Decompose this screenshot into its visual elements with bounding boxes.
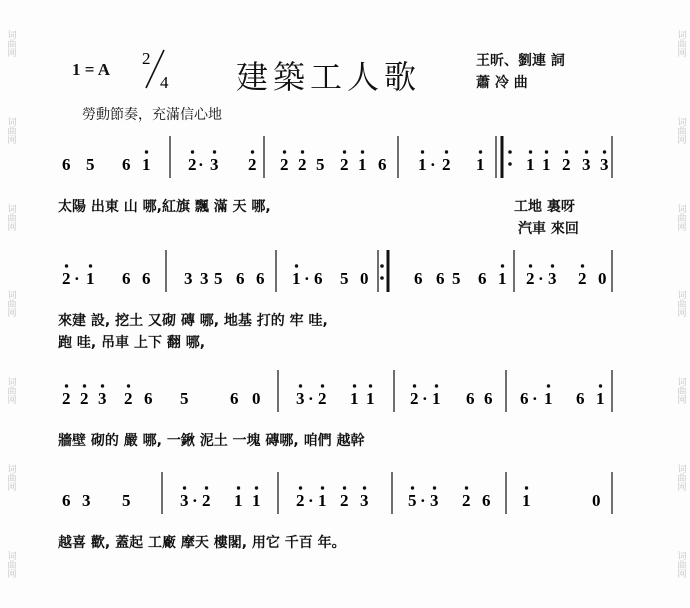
note: ·	[430, 155, 436, 174]
octave-dot	[127, 384, 130, 387]
octave-dot	[101, 384, 104, 387]
note: ·	[304, 269, 310, 288]
octave-dot	[237, 486, 240, 489]
note: 2	[442, 155, 451, 174]
note: 1	[418, 155, 427, 174]
song-title: 建築工人歌	[236, 58, 422, 96]
note: 6	[576, 389, 585, 408]
note: 6	[122, 155, 131, 174]
note: 3	[430, 491, 439, 510]
note: 5	[452, 269, 461, 288]
octave-dot	[65, 384, 68, 387]
octave-dot	[251, 150, 254, 153]
note: 6	[144, 389, 153, 408]
note: 6	[230, 389, 239, 408]
octave-dot	[89, 264, 92, 267]
note: 3	[360, 491, 369, 510]
octave-dot	[205, 486, 208, 489]
note: 1	[366, 389, 375, 408]
note: 0	[598, 269, 607, 288]
watermark-text: 词曲网	[5, 29, 16, 57]
note: 1	[252, 491, 261, 510]
note: 5	[214, 269, 223, 288]
note: 2	[340, 155, 349, 174]
octave-dot	[445, 150, 448, 153]
note: ·	[308, 491, 314, 510]
note: 1	[544, 389, 553, 408]
lyric-line: 越喜 歡, 蓋起 工廠 摩天 樓閣, 用它 千百 年。	[58, 535, 346, 551]
note: 6	[482, 491, 491, 510]
note: 1	[432, 389, 441, 408]
note: 6	[436, 269, 445, 288]
note: 2	[124, 389, 133, 408]
note: 6	[122, 269, 131, 288]
note: 1	[350, 389, 359, 408]
note: 5	[408, 491, 417, 510]
note: 2	[462, 491, 471, 510]
octave-dot	[321, 486, 324, 489]
octave-dot	[321, 384, 324, 387]
note: 2	[62, 269, 71, 288]
octave-dot	[353, 384, 356, 387]
note: 6	[520, 389, 529, 408]
note: ·	[198, 155, 204, 174]
note: 2	[578, 269, 587, 288]
octave-dot	[435, 384, 438, 387]
repeat-dot	[508, 150, 512, 154]
octave-dot	[343, 486, 346, 489]
note: 6	[378, 155, 387, 174]
octave-dot	[479, 150, 482, 153]
note: 1	[142, 155, 151, 174]
octave-dot	[565, 150, 568, 153]
octave-dot	[525, 486, 528, 489]
octave-dot	[191, 150, 194, 153]
note: 2	[340, 491, 349, 510]
octave-dot	[369, 384, 372, 387]
note: 6	[236, 269, 245, 288]
octave-dot	[585, 150, 588, 153]
repeat-dot	[380, 276, 384, 280]
note: 2	[280, 155, 289, 174]
octave-dot	[551, 264, 554, 267]
note: 0	[360, 269, 369, 288]
note: 2	[318, 389, 327, 408]
octave-dot	[529, 150, 532, 153]
note: 1	[358, 155, 367, 174]
watermark-text: 词曲网	[5, 116, 16, 144]
note: 5	[122, 491, 131, 510]
note: 2	[202, 491, 211, 510]
note: 1	[596, 389, 605, 408]
watermark-text: 词曲网	[675, 290, 686, 318]
octave-dot	[545, 150, 548, 153]
note: 1	[498, 269, 507, 288]
lyric-line: 來建 設, 挖土 又砌 磚 哪, 地基 打的 牢 哇,	[58, 313, 328, 329]
lyric-line: 牆壁 砌的 嚴 哪, 一鍬 泥土 一塊 磚哪, 咱們 越幹	[58, 433, 365, 449]
note: 3	[82, 491, 91, 510]
watermark-text: 词曲网	[5, 290, 16, 318]
key-signature: 1 = A	[72, 60, 111, 79]
note: 3	[582, 155, 591, 174]
note: 1	[526, 155, 535, 174]
watermark-text: 词曲网	[5, 464, 16, 492]
octave-dot	[299, 486, 302, 489]
watermark-text: 词曲网	[675, 377, 686, 405]
note: 2	[248, 155, 257, 174]
watermark-text: 词曲网	[675, 203, 686, 231]
octave-dot	[547, 384, 550, 387]
note: 5	[180, 389, 189, 408]
octave-dot	[299, 384, 302, 387]
watermark-text: 词曲网	[5, 377, 16, 405]
note: 1	[318, 491, 327, 510]
octave-dot	[411, 486, 414, 489]
note: 2	[298, 155, 307, 174]
octave-dot	[413, 384, 416, 387]
meter-top: 2	[142, 49, 151, 68]
note: 3	[600, 155, 609, 174]
lyricist-credit: 王昕、劉連 詞	[476, 53, 565, 69]
lyric-line: 工地 裏呀	[514, 199, 575, 215]
note: ·	[308, 389, 314, 408]
octave-dot	[603, 150, 606, 153]
note: ·	[192, 491, 198, 510]
note: 6	[62, 491, 71, 510]
composer-credit: 蕭 冷 曲	[476, 75, 528, 91]
note: 3	[296, 389, 305, 408]
note: 3	[184, 269, 193, 288]
octave-dot	[213, 150, 216, 153]
watermark-text: 词曲网	[675, 464, 686, 492]
octave-dot	[363, 486, 366, 489]
octave-dot	[421, 150, 424, 153]
note: 1	[292, 269, 301, 288]
octave-dot	[581, 264, 584, 267]
note: ·	[538, 269, 544, 288]
watermark-text: 词曲网	[5, 203, 16, 231]
note: 2	[562, 155, 571, 174]
note: ·	[422, 389, 428, 408]
note: 1	[542, 155, 551, 174]
note: 5	[86, 155, 95, 174]
octave-dot	[599, 384, 602, 387]
repeat-dot	[380, 264, 384, 268]
note: 0	[252, 389, 261, 408]
note: 6	[466, 389, 475, 408]
octave-dot	[255, 486, 258, 489]
watermark-text: 词曲网	[5, 550, 16, 578]
note: 3	[98, 389, 107, 408]
note: 6	[484, 389, 493, 408]
note: 2	[188, 155, 197, 174]
note: 6	[314, 269, 323, 288]
note: 6	[414, 269, 423, 288]
octave-dot	[433, 486, 436, 489]
note: ·	[532, 389, 538, 408]
octave-dot	[361, 150, 364, 153]
lyric-line: 汽車 來回	[518, 221, 579, 237]
note: 2	[62, 389, 71, 408]
octave-dot	[501, 264, 504, 267]
watermark-text: 词曲网	[675, 116, 686, 144]
watermark-text: 词曲网	[675, 550, 686, 578]
meter-bottom: 4	[160, 73, 169, 92]
note: 6	[62, 155, 71, 174]
tempo-marking: 勞動節奏，充滿信心地	[82, 107, 222, 123]
octave-dot	[65, 264, 68, 267]
note: 2	[80, 389, 89, 408]
note: 3	[200, 269, 209, 288]
note: 1	[234, 491, 243, 510]
octave-dot	[343, 150, 346, 153]
octave-dot	[465, 486, 468, 489]
octave-dot	[283, 150, 286, 153]
note: 1	[522, 491, 531, 510]
note: 2	[526, 269, 535, 288]
note: 1	[476, 155, 485, 174]
note: 6	[142, 269, 151, 288]
octave-dot	[83, 384, 86, 387]
octave-dot	[145, 150, 148, 153]
octave-dot	[301, 150, 304, 153]
note: 6	[478, 269, 487, 288]
note: 6	[256, 269, 265, 288]
lyric-line: 跑 哇, 吊車 上下 翻 哪,	[58, 335, 206, 351]
note: 5	[316, 155, 325, 174]
octave-dot	[295, 264, 298, 267]
lyric-line: 太陽 出東 山 哪,紅旗 飄 滿 天 哪,	[58, 199, 271, 215]
octave-dot	[183, 486, 186, 489]
repeat-dot	[508, 162, 512, 166]
note: ·	[74, 269, 80, 288]
note: 1	[86, 269, 95, 288]
note: 0	[592, 491, 601, 510]
note: 5	[340, 269, 349, 288]
note: 3	[548, 269, 557, 288]
note: 2	[410, 389, 419, 408]
note: 2	[296, 491, 305, 510]
note: ·	[420, 491, 426, 510]
note: 3	[180, 491, 189, 510]
note: 3	[210, 155, 219, 174]
watermark-text: 词曲网	[675, 29, 686, 57]
octave-dot	[529, 264, 532, 267]
